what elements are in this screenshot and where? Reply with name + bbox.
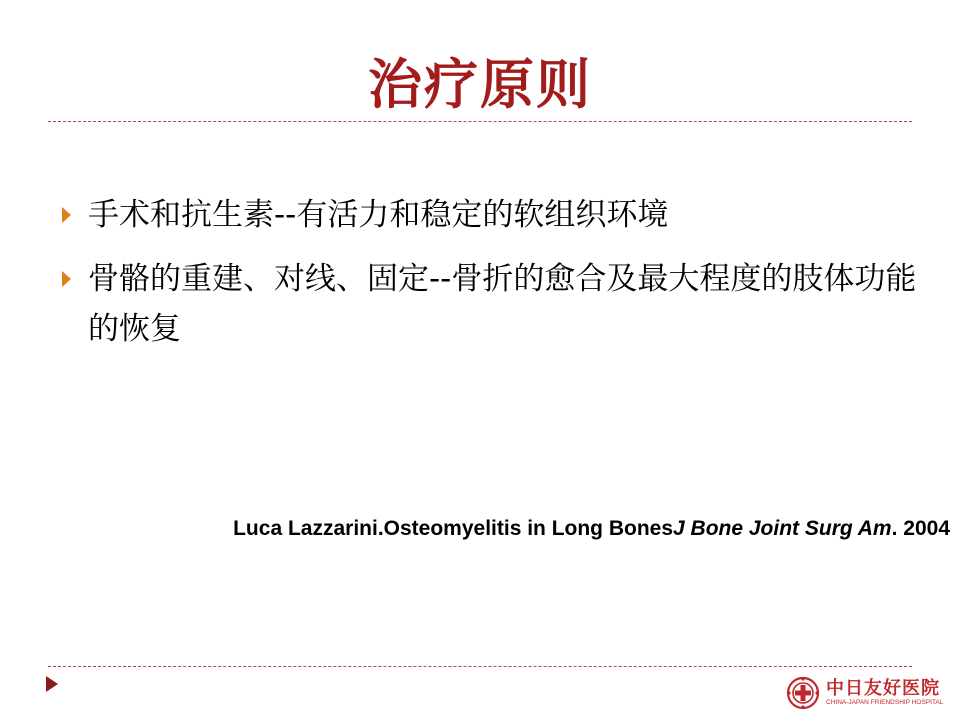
bottom-divider [48, 666, 912, 667]
bullet-arrow-icon [62, 207, 71, 223]
bullet-item [62, 254, 922, 354]
hospital-logo [786, 674, 944, 714]
bullet-arrow-icon [62, 271, 71, 287]
slide-title: 治疗原则 [368, 52, 592, 116]
citation [233, 517, 950, 541]
play-arrow-icon[interactable] [46, 676, 58, 692]
citation-author-title: Luca Lazzarini.Osteomyelitis in Long Bones [233, 517, 674, 540]
bullet-text: 骨骼的重建、对线、固定--骨折的愈合及最大程度的肢体功能的恢复 [88, 261, 917, 347]
bullet-text: 手术和抗生素--有活力和稳定的软组织环境 [88, 197, 669, 233]
top-divider [48, 121, 912, 122]
logo-name: 中日友好医院 [826, 678, 940, 699]
hospital-emblem-icon [786, 676, 820, 710]
bullet-list [62, 190, 922, 368]
logo-subtitle: CHINA-JAPAN FRIENDSHIP HOSPITAL [826, 699, 944, 706]
citation-journal: J Bone Joint Surg Am [673, 517, 892, 540]
bullet-item [62, 190, 922, 240]
citation-year: . 2004 [891, 517, 950, 540]
